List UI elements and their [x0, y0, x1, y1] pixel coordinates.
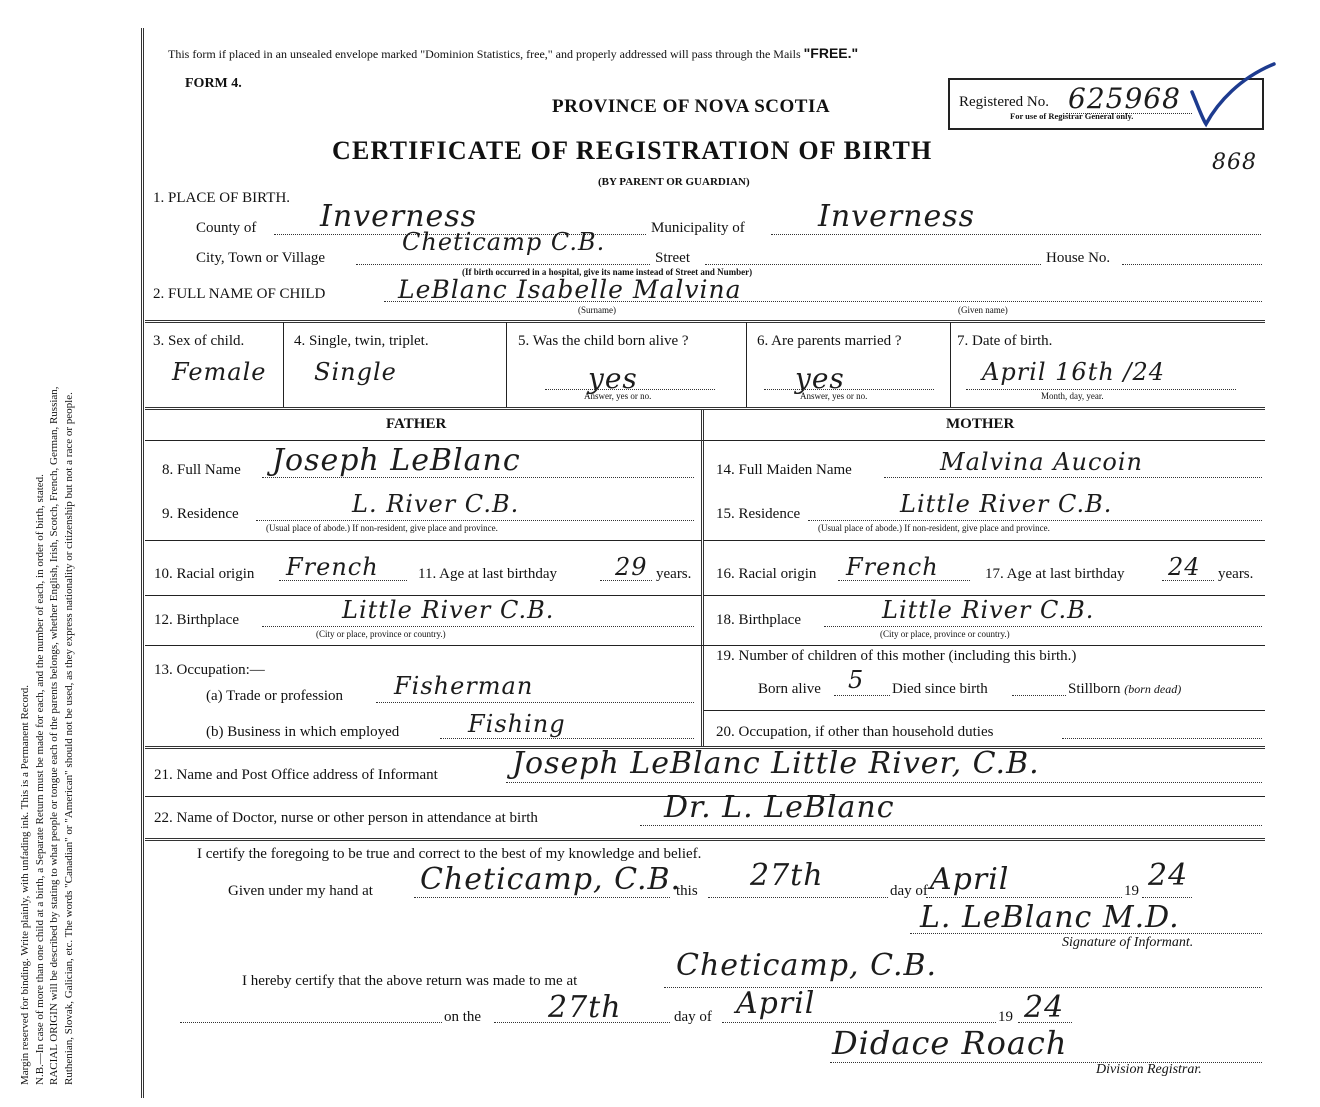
- place-of-birth-label: 1. PLACE OF BIRTH.: [153, 190, 291, 206]
- single-label: 4. Single, twin, triplet.: [294, 333, 429, 349]
- child-name-value: LeBlanc Isabelle Malvina: [398, 275, 742, 304]
- on-the-label: on the: [444, 1009, 482, 1025]
- division-registrar-label: Division Registrar.: [1096, 1062, 1202, 1077]
- father-residence-value: L. River C.B.: [352, 490, 520, 518]
- sex-value: Female: [172, 358, 267, 386]
- form-number: FORM 4.: [185, 76, 242, 91]
- province-heading: PROVINCE OF NOVA SCOTIA: [552, 96, 831, 117]
- child-name-label: 2. FULL NAME OF CHILD: [153, 286, 326, 302]
- father-trade-label: (a) Trade or profession: [206, 688, 344, 704]
- married-value: yes: [795, 362, 845, 395]
- left-border: [141, 28, 144, 1098]
- this-label: this: [676, 883, 698, 899]
- registrar-statement: I hereby certify that the above return was made to me at: [242, 973, 578, 989]
- registrar-place-value: Cheticamp, C.B.: [676, 948, 938, 983]
- mother-birthplace-note: (City or place, province or country.): [880, 629, 1010, 639]
- registered-label: Registered No.: [959, 94, 1049, 110]
- given-month-value: April: [930, 862, 1010, 897]
- father-birthplace-label: 12. Birthplace: [154, 612, 239, 628]
- city-label: City, Town or Village: [196, 250, 326, 266]
- mother-age-value: 24: [1168, 553, 1201, 581]
- father-name-value: Joseph LeBlanc: [272, 443, 521, 478]
- father-residence-note: (Usual place of abode.) If non-resident, give place and province.: [266, 523, 498, 533]
- municipality-value: Inverness: [818, 199, 976, 234]
- house-number-label: House No.: [1046, 250, 1111, 266]
- mother-name-label: 14. Full Maiden Name: [716, 462, 852, 478]
- registrar-signature: Didace Roach: [832, 1024, 1068, 1062]
- father-trade-value: Fisherman: [394, 672, 534, 700]
- married-answer-note: Answer, yes or no.: [800, 391, 868, 401]
- mother-birthplace-label: 18. Birthplace: [716, 612, 801, 628]
- informant-signature: L. LeBlanc M.D.: [920, 900, 1180, 935]
- county-value: Inverness: [320, 199, 478, 234]
- registrar-day-of-label: day of: [674, 1009, 712, 1025]
- given-name-note: (Given name): [958, 305, 1008, 315]
- doctor-value: Dr. L. LeBlanc: [664, 790, 895, 825]
- page-title: CERTIFICATE OF REGISTRATION OF BIRTH: [332, 136, 933, 165]
- father-business-label: (b) Business in which employed: [206, 724, 400, 740]
- margin-note-1: Margin reserved for binding. Write plainly, with unfading ink. This is a Permanent Record.: [19, 685, 31, 1085]
- father-years-label: years.: [656, 566, 692, 582]
- hospital-note: (If birth occurred in a hospital, give its name instead of Street and Number): [462, 267, 753, 277]
- mail-note: This form if placed in an unsealed envelope marked "Dominion Statistics, free," and properly addressed will pass through the Mails "FREE.": [168, 45, 859, 61]
- born-alive-answer-note: Answer, yes or no.: [584, 391, 652, 401]
- mother-age-label: 17. Age at last birthday: [985, 566, 1125, 582]
- margin-note-2: N.B.—In case of more than one child at a birth, a Separate Return must be made for each, and the number of each, in order of birth, stated.: [33, 474, 46, 1085]
- sex-label: 3. Sex of child.: [153, 333, 245, 349]
- margin-notes: [18, 15, 76, 1085]
- registrar-month-value: April: [736, 986, 816, 1021]
- father-residence-label: 9. Residence: [162, 506, 239, 522]
- married-label: 6. Are parents married ?: [757, 333, 902, 349]
- father-business-value: Fishing: [468, 710, 566, 738]
- mother-heading: MOTHER: [946, 416, 1015, 432]
- registered-number: 625968: [1068, 82, 1181, 115]
- given-year-prefix: 19: [1124, 883, 1139, 899]
- mother-birthplace-value: Little River C.B.: [882, 596, 1095, 624]
- registrar-year-prefix: 19: [998, 1009, 1013, 1025]
- born-alive-value: yes: [588, 362, 638, 395]
- day-of-label: day of: [890, 883, 928, 899]
- mother-racial-label: 16. Racial origin: [716, 566, 817, 582]
- informant-label: 21. Name and Post Office address of Informant: [154, 767, 438, 783]
- father-racial-label: 10. Racial origin: [154, 566, 255, 582]
- margin-note-4: Ruthenian, Slovak, Galician, etc. The words "Canadian" or "American" should not be used, as they express nationality or citizenship but not a race or people.: [62, 392, 75, 1085]
- certify-statement: I certify the foregoing to be true and correct to the best of my knowledge and belief.: [197, 846, 702, 862]
- registrar-general-note: For use of Registrar General only.: [1010, 111, 1134, 121]
- county-label: County of: [196, 220, 257, 236]
- informant-value: Joseph LeBlanc Little River, C.B.: [512, 746, 1040, 781]
- father-birthplace-note: (City or place, province or country.): [316, 629, 446, 639]
- street-label: Street: [655, 250, 690, 266]
- surname-note: (Surname): [578, 305, 616, 315]
- father-heading: FATHER: [386, 416, 447, 432]
- mother-name-value: Malvina Aucoin: [940, 448, 1143, 476]
- born-alive-label: 5. Was the child born alive ?: [518, 333, 689, 349]
- signature-of-informant-label: Signature of Informant.: [1062, 935, 1194, 950]
- page-subtitle: (BY PARENT OR GUARDIAN): [598, 176, 750, 188]
- born-alive-count-value: 5: [848, 666, 865, 694]
- municipality-label: Municipality of: [651, 220, 745, 236]
- father-age-label: 11. Age at last birthday: [418, 566, 557, 582]
- registrar-year-value: 24: [1024, 990, 1065, 1025]
- given-under-label: Given under my hand at: [228, 883, 373, 899]
- died-since-birth-label: Died since birth: [892, 681, 988, 697]
- corner-number: 868: [1212, 150, 1257, 175]
- stillborn-label: Stillborn (born dead): [1068, 681, 1182, 697]
- given-day-value: 27th: [750, 858, 824, 893]
- father-occupation-label: 13. Occupation:—: [154, 662, 265, 678]
- mother-residence-note: (Usual place of abode.) If non-resident, give place and province.: [818, 523, 1050, 533]
- mother-years-label: years.: [1218, 566, 1254, 582]
- father-birthplace-value: Little River C.B.: [342, 596, 555, 624]
- mother-occupation-label: 20. Occupation, if other than household duties: [716, 724, 994, 740]
- father-racial-value: French: [286, 553, 379, 581]
- city-value: Cheticamp C.B.: [402, 228, 606, 256]
- single-value: Single: [314, 358, 397, 386]
- given-place-value: Cheticamp, C.B.: [420, 862, 682, 897]
- registrar-day-value: 27th: [548, 990, 622, 1025]
- father-name-label: 8. Full Name: [162, 462, 241, 478]
- given-year-value: 24: [1148, 858, 1189, 893]
- date-of-birth-label: 7. Date of birth.: [957, 333, 1053, 349]
- father-age-value: 29: [615, 553, 648, 581]
- mother-residence-label: 15. Residence: [716, 506, 801, 522]
- margin-note-3: RACIAL ORIGIN will be described by stating to what people or tongue each of the parents belongs, whether English, Irish, Scotch, French, German, Russian,: [48, 386, 60, 1085]
- mother-residence-value: Little River C.B.: [900, 490, 1113, 518]
- date-of-birth-note: Month, day, year.: [1041, 391, 1104, 401]
- check-mark-icon: [1188, 62, 1278, 128]
- born-alive-count-label: Born alive: [758, 681, 821, 697]
- mother-children-label: 19. Number of children of this mother (including this birth.): [716, 648, 1077, 664]
- date-of-birth-value: April 16th /24: [982, 358, 1166, 386]
- mother-racial-value: French: [846, 553, 939, 581]
- doctor-label: 22. Name of Doctor, nurse or other person in attendance at birth: [154, 810, 538, 826]
